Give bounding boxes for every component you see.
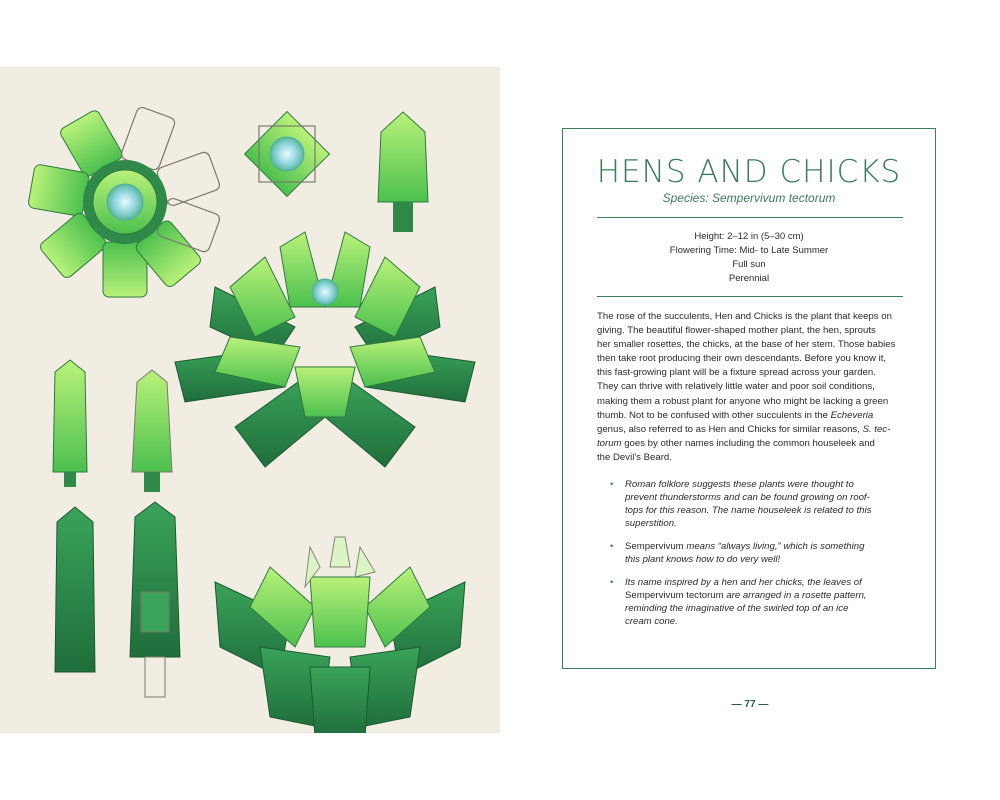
bullet-line-text: means “always living,” which is something bbox=[686, 541, 865, 552]
bullet-item bbox=[597, 576, 907, 628]
body-line: They can thrive with relatively little water and poor soil conditions, bbox=[597, 381, 875, 393]
body-line bbox=[597, 423, 907, 437]
bullet-dot: • bbox=[610, 479, 614, 490]
large-rosette bbox=[175, 232, 475, 467]
body-line: making them a robust plant for anyone who might be lacking a green bbox=[597, 395, 889, 407]
fact-sun: Full sun bbox=[732, 259, 766, 270]
page-title: HENS AND CHICKS bbox=[596, 154, 902, 190]
bullet-line bbox=[625, 589, 907, 602]
bullet-line: Roman folklore suggests these plants were thought to bbox=[625, 479, 854, 490]
bullet-dot: • bbox=[610, 541, 614, 552]
rosette-top-view bbox=[28, 106, 221, 297]
sempervivum-term: Sempervivum bbox=[625, 541, 684, 552]
bullet-line: cream cone. bbox=[625, 616, 678, 627]
bullet-item bbox=[597, 478, 907, 530]
bud-3 bbox=[55, 507, 95, 672]
plant-info-card bbox=[562, 128, 936, 669]
s-tectorum-term-part1: S. tec- bbox=[862, 423, 891, 435]
body-line: then take root producing their own descendants. Before you know it, bbox=[597, 353, 887, 365]
bullet-line: superstition. bbox=[625, 518, 677, 529]
bullet-line: tops for this reason. The name houseleek is related to this bbox=[625, 505, 872, 516]
sempervivum-tectorum-term: Sempervivum tectorum bbox=[625, 590, 724, 601]
bud-4 bbox=[130, 502, 180, 697]
species-label: Species: bbox=[662, 191, 709, 205]
fact-flowering-time: Flowering Time: Mid- to Late Summer bbox=[669, 245, 829, 256]
body-line: the Devil's Beard. bbox=[597, 451, 672, 463]
bud-1 bbox=[53, 360, 87, 487]
page-number: — 77 — bbox=[731, 699, 769, 710]
bullet-line bbox=[625, 540, 907, 553]
bud-side-view bbox=[378, 112, 428, 232]
bullet-item bbox=[597, 540, 907, 566]
facts-bullet-list bbox=[597, 478, 907, 638]
body-line-text: genus, also referred to as Hen and Chicks for similar reasons, bbox=[597, 423, 860, 435]
rosette-side-view bbox=[215, 537, 465, 733]
small-rosette bbox=[245, 112, 330, 197]
body-line: giving. The beautiful flower-shaped mother plant, the hen, sprouts bbox=[597, 325, 876, 337]
bullet-line-text: are arranged in a rosette pattern, bbox=[726, 590, 867, 601]
species-line bbox=[563, 191, 935, 205]
body-line-text: goes by other names including the common houseleek and bbox=[624, 437, 875, 449]
divider-top bbox=[597, 217, 903, 218]
bud-2 bbox=[132, 370, 172, 492]
body-line: The rose of the succulents, Hen and Chicks is the plant that keeps on bbox=[597, 311, 892, 322]
succulent-drawing bbox=[0, 67, 500, 733]
succulent-illustration bbox=[0, 67, 500, 733]
divider-bottom bbox=[597, 296, 903, 297]
fact-type: Perennial bbox=[728, 273, 770, 284]
s-tectorum-term-part2: torum bbox=[597, 437, 622, 449]
body-line: this fast-growing plant will be a fixture spread across your garden. bbox=[597, 367, 876, 379]
fact-height: Height: 2–12 in (5–30 cm) bbox=[694, 231, 804, 242]
body-line bbox=[597, 409, 907, 423]
bullet-line: this plant knows how to do very well! bbox=[625, 554, 781, 565]
bullet-line: Its name inspired by a hen and her chicks, the leaves of bbox=[625, 577, 862, 588]
body-line: her smaller rosettes, the chicks, at the base of her stem. Those babies bbox=[597, 339, 896, 351]
bullet-dot: • bbox=[610, 577, 614, 588]
species-name: Sempervivum tectorum bbox=[712, 191, 836, 205]
echeveria-term: Echeveria bbox=[830, 409, 874, 421]
body-line-text: thumb. Not to be confused with other succulents in the bbox=[597, 409, 828, 421]
body-line bbox=[597, 437, 907, 451]
description-paragraph bbox=[597, 310, 907, 465]
plant-facts bbox=[563, 230, 935, 286]
bullet-line: reminding the imaginative of the swirled top of an ice bbox=[625, 603, 849, 614]
bullet-line: prevent thunderstorms and can be found growing on roof- bbox=[625, 492, 870, 503]
